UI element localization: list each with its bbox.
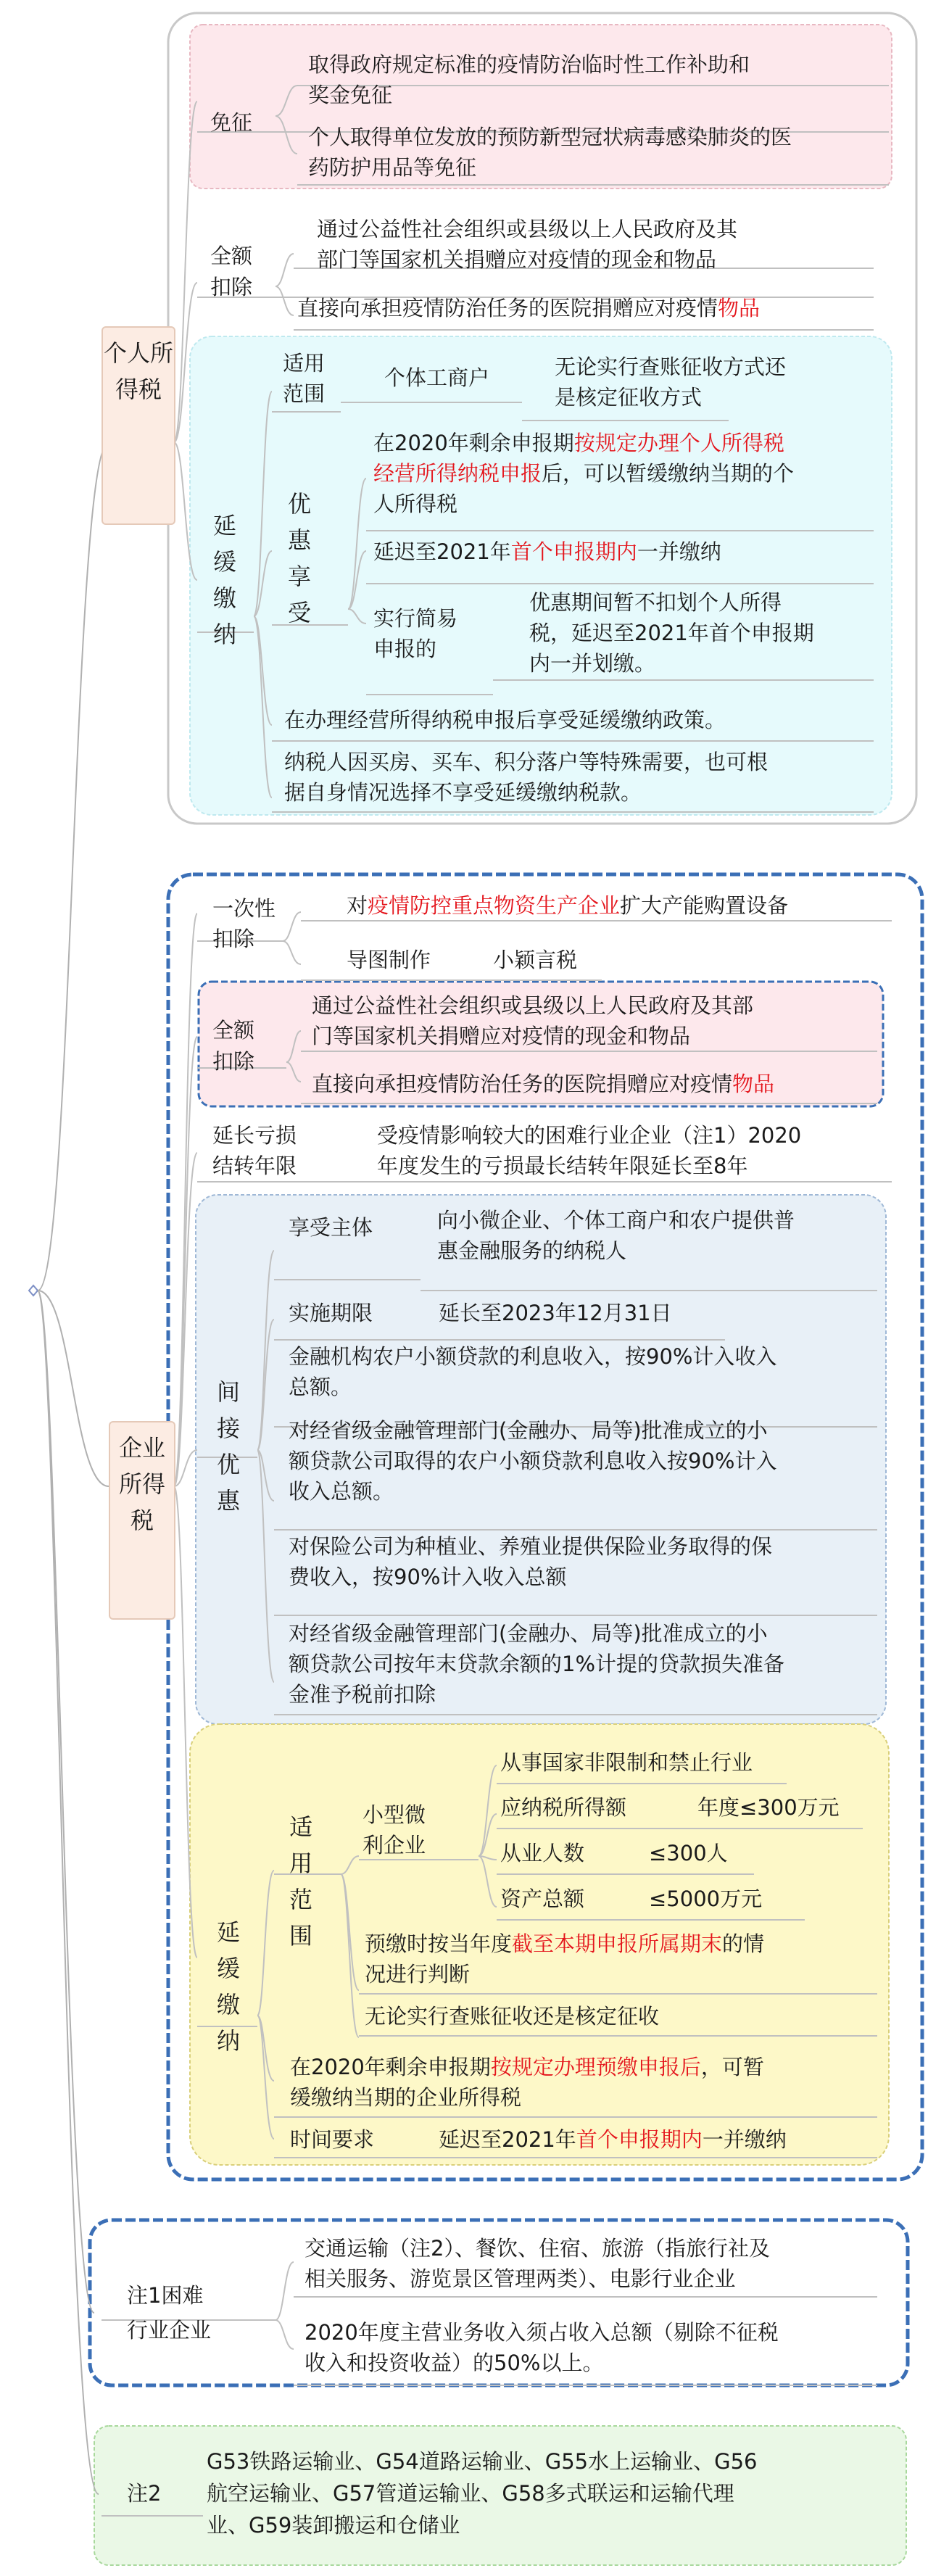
small-cond-assets-value: ≤5000万元 bbox=[649, 1887, 763, 1911]
loss-label-2: 结转年限 bbox=[212, 1154, 297, 1178]
corp-full-deduct-item-1-line-2: 门等国家机关捐赠应对疫情的现金和物品 bbox=[312, 1024, 691, 1048]
simple-filing-label-2: 申报的 bbox=[373, 637, 437, 661]
note1-revenue-2: 收入和投资收益）的50%以上。 bbox=[304, 2351, 604, 2375]
simple-filing-desc-2: 税，延迟至2021年首个申报期 bbox=[529, 621, 814, 645]
note1-revenue-1: 2020年度主营业务收入须占收入总额（剔除不征税 bbox=[304, 2320, 779, 2345]
personal-full-deduct-label-1: 全额 bbox=[210, 244, 253, 268]
time-requirement-value: 延迟至2021年首个申报期内一并缴纳 bbox=[439, 2127, 787, 2152]
onetime-label-2: 扣除 bbox=[212, 927, 255, 951]
indirect-item-3-line-2: 费收入，按90%计入收入总额 bbox=[289, 1565, 567, 1589]
small-cond-industry: 从事国家非限制和禁止行业 bbox=[500, 1750, 753, 1775]
personal-pref-label: 优惠享受 bbox=[287, 490, 311, 626]
personal-pref-item-1-line-2: 经营所得纳税申报后，可以暂缓缴纳当期的个 bbox=[373, 461, 795, 486]
note1-label-1: 注1困难 bbox=[127, 2283, 204, 2308]
small-cond-staff-label: 从业人数 bbox=[500, 1841, 585, 1865]
exempt-item-2-line-2: 药防护用品等免征 bbox=[308, 155, 477, 180]
credit-author: 小颖言税 bbox=[493, 948, 578, 972]
note1-industries-1: 交通运输（注2）、餐饮、住宿、旅游（指旅行社及 bbox=[304, 2236, 770, 2261]
simple-filing-desc-1: 优惠期间暂不扣划个人所得 bbox=[529, 590, 782, 615]
exempt-item-1-line-1: 取得政府规定标准的疫情防治临时性工作补助和 bbox=[308, 52, 750, 77]
corp-full-deduct-item-1-line-1: 通过公益性社会组织或县级以上人民政府及其部 bbox=[312, 993, 754, 1018]
personal-scope-desc-1: 无论实行查账征收方式还 bbox=[555, 355, 787, 379]
indirect-item-1-line-2: 总额。 bbox=[289, 1375, 352, 1399]
indirect-item-2-line-1: 对经省级金融管理部门(金融办、局等)批准成立的小 bbox=[289, 1418, 768, 1443]
indirect-period-label: 实施期限 bbox=[289, 1301, 373, 1325]
small-cond-assets-label: 资产总额 bbox=[500, 1887, 585, 1911]
loss-desc-2: 年度发生的亏损最长结转年限延长至8年 bbox=[377, 1154, 748, 1178]
personal-scope-label-1: 适用 bbox=[283, 351, 326, 376]
small-cond-staff-value: ≤300人 bbox=[649, 1841, 728, 1865]
personal-pref-item-1-line-1: 在2020年剩余申报期按规定办理个人所得税 bbox=[373, 431, 784, 455]
note2-line-1: G53铁路运输业、G54道路运输业、G55水上运输业、G56 bbox=[207, 2449, 758, 2474]
indirect-item-3-line-1: 对保险公司为种植业、养殖业提供保险业务取得的保 bbox=[289, 1534, 773, 1559]
corp-scope-label: 适用范围 bbox=[289, 1813, 312, 1950]
personal-pref-item-2: 延迟至2021年首个申报期内一并缴纳 bbox=[373, 539, 721, 564]
personal-pref-item-1-line-3: 人所得税 bbox=[373, 492, 458, 516]
small-cond-income-value: 年度≤300万元 bbox=[697, 1795, 840, 1820]
note2-line-2: 航空运输业、G57管道运输业、G58多式联运和运输代理 bbox=[207, 2481, 734, 2506]
note2-label: 注2 bbox=[127, 2481, 162, 2506]
corp-full-deduct-label-2: 扣除 bbox=[212, 1049, 255, 1074]
personal-defer-label: 延缓缴纳 bbox=[212, 512, 236, 648]
onetime-desc: 对疫情防控重点物资生产企业扩大产能购置设备 bbox=[347, 893, 789, 918]
indirect-period-value: 延长至2023年12月31日 bbox=[439, 1301, 672, 1325]
note2-line-3: 业、G59装卸搬运和仓储业 bbox=[207, 2513, 460, 2538]
judge-line-1: 预缴时按当年度截至本期申报所属期末的情 bbox=[365, 1931, 765, 1956]
corp-full-deduct-item-2: 直接向承担疫情防治任务的医院捐赠应对疫情物品 bbox=[312, 1072, 775, 1096]
loss-label-1: 延长亏损 bbox=[212, 1123, 297, 1148]
indirect-subject-1: 向小微企业、个体工商户和农户提供普 bbox=[437, 1208, 795, 1233]
simple-filing-label-1: 实行简易 bbox=[373, 606, 458, 631]
small-enterprise-label-2: 利企业 bbox=[362, 1833, 426, 1858]
judge-line-2: 况进行判断 bbox=[365, 1962, 471, 1987]
note1-label-2: 行业企业 bbox=[127, 2318, 212, 2343]
corporate-tax-label bbox=[109, 1421, 175, 1620]
exempt-item-1-line-2: 奖金免征 bbox=[308, 83, 393, 107]
personal-defer-note-2-line-2: 据自身情况选择不享受延缓缴纳税款。 bbox=[284, 780, 642, 805]
indirect-item-4-line-1: 对经省级金融管理部门(金融办、局等)批准成立的小 bbox=[289, 1621, 768, 1646]
small-enterprise-label-1: 小型微 bbox=[362, 1802, 426, 1827]
personal-tax-title: 个人所得税 bbox=[103, 339, 173, 403]
personal-scope-entity: 个体工商户 bbox=[384, 365, 490, 390]
credit-made-by: 导图制作 bbox=[347, 948, 431, 972]
personal-defer-note-1: 在办理经营所得纳税申报后享受延缓缴纳政策。 bbox=[284, 708, 726, 732]
personal-tax-label bbox=[102, 326, 175, 525]
personal-defer-note-2-line-1: 纳税人因买房、买车、积分落户等特殊需要，也可根 bbox=[284, 750, 768, 774]
indirect-item-4-line-3: 金准予税前扣除 bbox=[289, 1682, 436, 1707]
personal-full-deduct-item-1-line-1: 通过公益性社会组织或县级以上人民政府及其 bbox=[317, 217, 738, 241]
indirect-label: 间接优惠 bbox=[216, 1378, 240, 1515]
indirect-item-1-line-1: 金融机构农户小额贷款的利息收入，按90%计入收入 bbox=[289, 1344, 777, 1369]
onetime-label-1: 一次性 bbox=[212, 896, 276, 921]
loss-desc-1: 受疫情影响较大的困难行业企业（注1）2020 bbox=[377, 1123, 802, 1148]
personal-scope-desc-2: 是核定征收方式 bbox=[555, 385, 703, 410]
indirect-item-2-line-2: 额贷款公司取得的农户小额贷款利息收入按90%计入 bbox=[289, 1449, 777, 1473]
indirect-item-2-line-3: 收入总额。 bbox=[289, 1479, 394, 1504]
personal-full-deduct-label-2: 扣除 bbox=[210, 275, 253, 299]
indirect-subject-2: 惠金融服务的纳税人 bbox=[437, 1238, 627, 1263]
indirect-subject-label: 享受主体 bbox=[289, 1215, 373, 1240]
levy-method: 无论实行查账征收还是核定征收 bbox=[365, 2004, 660, 2029]
simple-filing-desc-3: 内一并划缴。 bbox=[529, 651, 656, 676]
exempt-item-2-line-1: 个人取得单位发放的预防新型冠状病毒感染肺炎的医 bbox=[308, 125, 792, 149]
time-requirement-label: 时间要求 bbox=[290, 2127, 375, 2152]
small-cond-income-label: 应纳税所得额 bbox=[500, 1795, 627, 1820]
prepay-line-2: 缓缴纳当期的企业所得税 bbox=[290, 2085, 522, 2110]
personal-full-deduct-item-1-line-2: 部门等国家机关捐赠应对疫情的现金和物品 bbox=[317, 247, 717, 272]
prepay-line-1: 在2020年剩余申报期按规定办理预缴申报后，可暂 bbox=[290, 2055, 764, 2079]
exempt-label: 免征 bbox=[210, 110, 253, 135]
personal-scope-label-2: 范围 bbox=[283, 381, 326, 406]
corporate-tax-title: 企业所得税 bbox=[118, 1434, 165, 1534]
note1-industries-2: 相关服务、游览景区管理两类）、电影行业企业 bbox=[304, 2266, 736, 2291]
corp-defer-label: 延缓缴纳 bbox=[216, 1918, 240, 2055]
personal-full-deduct-item-2: 直接向承担疫情防治任务的医院捐赠应对疫情物品 bbox=[297, 296, 761, 320]
indirect-item-4-line-2: 额贷款公司按年末贷款余额的1%计提的贷款损失准备 bbox=[289, 1652, 785, 1676]
corp-full-deduct-label-1: 全额 bbox=[212, 1018, 255, 1043]
